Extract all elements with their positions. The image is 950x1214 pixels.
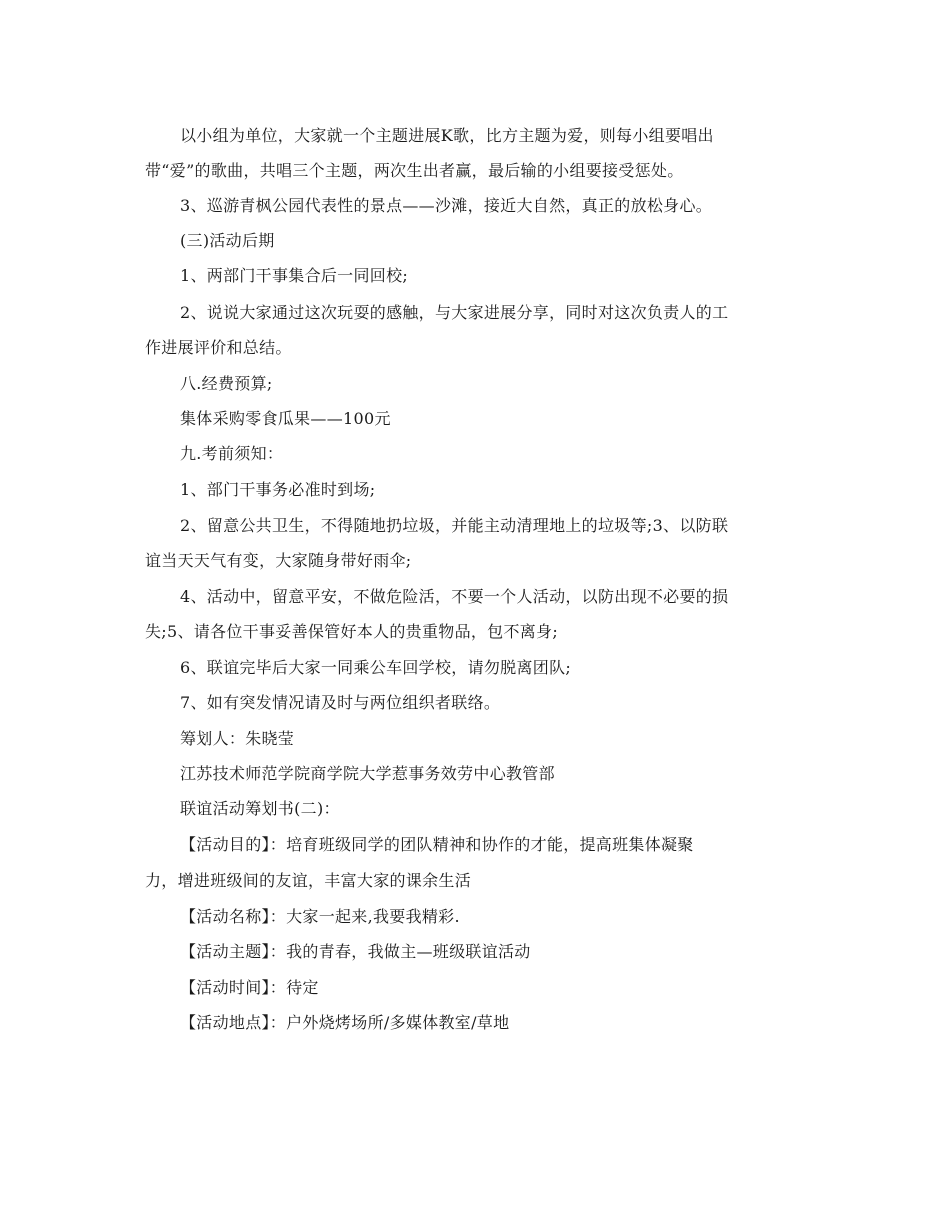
paragraph-line: 2、说说大家通过这次玩耍的感触，与大家进展分享，同时对这次负责人的工 <box>180 303 729 322</box>
field-location: 【活动地点】：户外烧烤场所/多媒体教室/草地 <box>180 1013 510 1032</box>
planner-line: 筹划人：朱晓莹 <box>180 729 295 748</box>
section-heading: 八.经费预算; <box>180 374 273 393</box>
section-heading: 九.考前须知： <box>180 444 284 463</box>
paragraph-line: 以小组为单位，大家就一个主题进展K歌，比方主题为爱，则每小组要唱出 <box>180 126 714 145</box>
paragraph-line: 谊当天天气有变，大家随身带好雨伞; <box>145 551 412 570</box>
paragraph-line: 7、如有突发情况请及时与两位组织者联络。 <box>180 693 501 712</box>
paragraph-line: 3、巡游青枫公园代表性的景点——沙滩，接近大自然，真正的放松身心。 <box>180 196 713 215</box>
paragraph-line: 失;5、请各位干事妥善保管好本人的贵重物品，包不离身; <box>145 622 559 641</box>
paragraph-line: 作进展评价和总结。 <box>145 338 292 357</box>
paragraph-line: 集体采购零食瓜果——100元 <box>180 409 391 428</box>
field-theme: 【活动主题】：我的青春，我做主—班级联谊活动 <box>180 942 531 961</box>
field-purpose: 【活动目的】：培育班级同学的团队精神和协作的才能，提高班集体凝聚 <box>180 835 694 854</box>
section-heading: (三)活动后期 <box>180 231 275 250</box>
paragraph-line: 带“爱”的歌曲，共唱三个主题，两次生出者赢，最后输的小组要接受惩处。 <box>145 161 684 180</box>
paragraph-line: 6、联谊完毕后大家一同乘公车回学校，请勿脱离团队; <box>180 658 572 677</box>
paragraph-line: 1、部门干事务必准时到场; <box>180 480 376 499</box>
paragraph-line: 4、活动中，留意平安，不做危险活，不要一个人活动，以防出现不必要的损 <box>180 587 729 606</box>
field-name: 【活动名称】：大家一起来,我要我精彩. <box>180 907 460 926</box>
paragraph-line: 1、两部门干事集合后一同回校; <box>180 266 409 285</box>
document-subtitle: 联谊活动筹划书(二)： <box>180 799 340 818</box>
field-time: 【活动时间】：待定 <box>180 978 319 997</box>
paragraph-line: 力，增进班级间的友谊，丰富大家的课余生活 <box>145 871 472 890</box>
organization-line: 江苏技术师范学院商学院大学惹事务效劳中心教管部 <box>180 764 555 783</box>
paragraph-line: 2、留意公共卫生，不得随地扔垃圾，并能主动清理地上的垃圾等;3、以防联 <box>180 516 729 535</box>
